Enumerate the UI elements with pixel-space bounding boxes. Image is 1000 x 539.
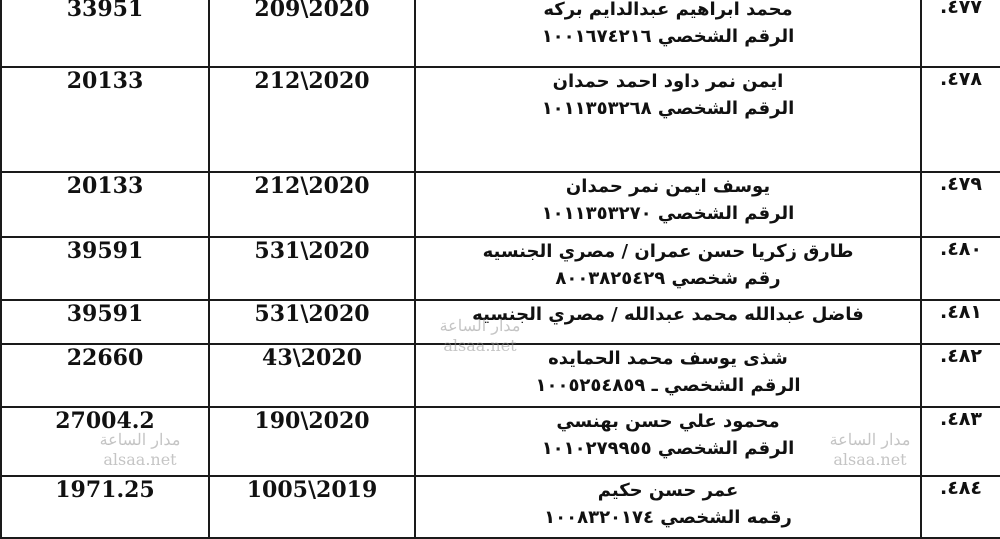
personal-id: رقمه الشخصي ١٠٠٨٣٢٠١٧٤: [544, 507, 792, 528]
person-name: محمود علي حسن بهنسي: [556, 411, 780, 432]
table-row: [1, 0, 1000, 67]
serial-number-cell: ٤٨٣.: [921, 407, 1000, 476]
serial-number-cell: ٤٧٨.: [921, 67, 1000, 172]
person-name: يوسف ايمن نمر حمدان: [565, 176, 771, 197]
case-number-cell: 1005\2019: [209, 476, 415, 538]
case-number-cell: 212\2020: [209, 67, 415, 172]
name-cell: [415, 476, 921, 538]
table-row: [1, 172, 1000, 237]
case-number-cell: 531\2020: [209, 300, 415, 344]
amount-cell: 39591: [1, 237, 209, 300]
case-number-cell: 212\2020: [209, 172, 415, 237]
person-name: شذى يوسف محمد الحمايده: [548, 348, 788, 369]
amount-cell: 20133: [1, 172, 209, 237]
table-row: [1, 476, 1000, 538]
serial-number-cell: ٤٧٩.: [921, 172, 1000, 237]
table-row: [1, 67, 1000, 172]
serial-number-cell: ٤٨١.: [921, 300, 1000, 344]
watermark-url: alsaa.net: [833, 450, 907, 469]
table-row: [1, 237, 1000, 300]
name-cell: [415, 172, 921, 237]
table-row: [1, 300, 1000, 344]
case-number-cell: 43\2020: [209, 344, 415, 407]
personal-id: الرقم الشخصي ١٠٠١٦٧٤٢١٦: [541, 26, 795, 47]
name-cell: [415, 344, 921, 407]
case-number-cell: 531\2020: [209, 237, 415, 300]
personal-id: الرقم الشخصي ـ ١٠٠٥٢٥٤٨٥٩: [535, 375, 801, 396]
serial-number-cell: ٤٨٤.: [921, 476, 1000, 538]
name-cell: [415, 407, 921, 476]
person-name: طارق زكريا حسن عمران / مصري الجنسيه: [482, 241, 854, 262]
name-cell: [415, 67, 921, 172]
personal-id: رقم شخصي ٨٠٠٣٨٢٥٤٢٩: [555, 268, 781, 289]
serial-number-cell: ٤٨٠.: [921, 237, 1000, 300]
amount-cell: 20133: [1, 67, 209, 172]
serial-number-cell: ٤٨٢.: [921, 344, 1000, 407]
amount-cell: 27004.2: [1, 407, 209, 476]
person-name: محمد ابراهيم عبدالدايم بركه: [543, 0, 793, 20]
case-number-cell: 190\2020: [209, 407, 415, 476]
case-number-cell: 209\2020: [209, 0, 415, 67]
watermark-url: alsaa.net: [103, 450, 177, 469]
watermark-arabic: مدار الساعة: [829, 430, 911, 449]
personal-id: الرقم الشخصي ١٠١٠٢٧٩٩٥٥: [541, 438, 795, 459]
watermark-url: alsaa.net: [443, 336, 517, 355]
amount-cell: 33951: [1, 0, 209, 67]
name-cell: [415, 300, 921, 344]
person-name: فاضل عبدالله محمد عبدالله / مصري الجنسيه: [472, 304, 864, 325]
amount-cell: 22660: [1, 344, 209, 407]
personal-id: الرقم الشخصي ١٠١١٣٥٣٢٦٨: [541, 98, 795, 119]
personal-id: الرقم الشخصي ١٠١١٣٥٣٢٧٠: [541, 203, 795, 224]
person-name: عمر حسن حكيم: [597, 480, 739, 501]
name-cell: [415, 0, 921, 67]
person-name: ايمن نمر داود احمد حمدان: [552, 71, 784, 92]
name-cell: [415, 237, 921, 300]
amount-cell: 1971.25: [1, 476, 209, 538]
amount-cell: 39591: [1, 300, 209, 344]
watermark-arabic: مدار الساعة: [439, 316, 521, 335]
serial-number-cell: ٤٧٧.: [921, 0, 1000, 67]
watermark-arabic: مدار الساعة: [99, 430, 181, 449]
table-row: [1, 344, 1000, 407]
table-row: [1, 407, 1000, 476]
